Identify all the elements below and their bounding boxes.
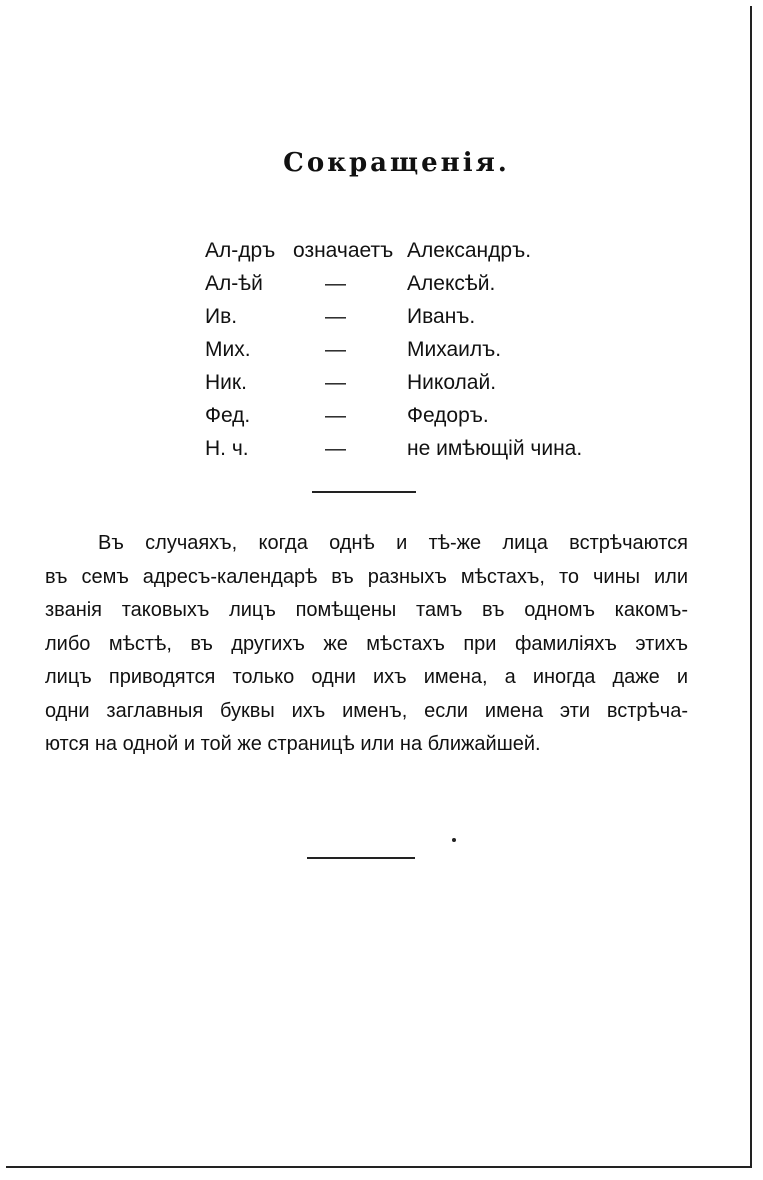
note-line: лицъ приводятся только одни ихъ имена, а иногда даже и bbox=[45, 666, 688, 688]
note-line: въ семъ адресъ-календарѣ въ разныхъ мѣстахъ, то чины или bbox=[45, 565, 688, 588]
abbreviation: Н. ч. bbox=[205, 437, 249, 460]
abbreviation-row bbox=[205, 333, 625, 366]
abbreviation-meaning: Федоръ. bbox=[407, 404, 489, 427]
abbreviation-connector: — bbox=[325, 338, 346, 361]
note-line: званія таковыхъ лицъ помѣщены тамъ въ одномъ какомъ- bbox=[45, 599, 688, 621]
ink-speck bbox=[452, 838, 456, 842]
note-line: ются на одной и той же страницѣ или на ближайшей. bbox=[45, 733, 541, 755]
abbreviation-row bbox=[205, 234, 625, 267]
explanatory-note bbox=[45, 527, 688, 762]
abbreviation-meaning: Николай. bbox=[407, 371, 497, 394]
abbreviation-meaning: Михаилъ. bbox=[407, 338, 502, 361]
abbreviation: Фед. bbox=[205, 404, 251, 427]
abbreviation: Ал-ѣй bbox=[205, 272, 263, 295]
abbreviation: Мих. bbox=[205, 338, 251, 361]
abbreviation-meaning: Александръ. bbox=[407, 239, 532, 262]
abbreviation-meaning: Алексѣй. bbox=[407, 272, 496, 295]
abbreviation: Ив. bbox=[205, 305, 238, 328]
abbreviation-row bbox=[205, 399, 625, 432]
section-divider bbox=[312, 491, 416, 493]
section-divider bbox=[307, 857, 415, 859]
abbreviation-row bbox=[205, 300, 625, 333]
abbreviation-meaning: не имѣющій чина. bbox=[407, 437, 583, 460]
abbreviation-row bbox=[205, 267, 625, 300]
page-title: Сокращенія. bbox=[283, 148, 510, 178]
note-line: Въ случаяхъ, когда однѣ и тѣ-же лица встрѣчаются bbox=[98, 532, 688, 554]
abbreviation-row bbox=[205, 432, 625, 465]
abbreviation-connector: — bbox=[325, 371, 346, 394]
abbreviation: Ник. bbox=[205, 371, 247, 394]
abbreviation-connector: означаетъ bbox=[293, 239, 394, 262]
abbreviation-connector: — bbox=[325, 404, 346, 427]
abbreviation: Ал-дръ bbox=[205, 239, 276, 262]
abbreviations-table bbox=[205, 234, 625, 465]
abbreviation-meaning: Иванъ. bbox=[407, 305, 476, 328]
note-line: либо мѣстѣ, въ другихъ же мѣстахъ при фамиліяхъ этихъ bbox=[45, 632, 688, 655]
abbreviation-row bbox=[205, 366, 625, 399]
abbreviation-connector: — bbox=[325, 437, 346, 460]
note-line: одни заглавныя буквы ихъ именъ, если имена эти встрѣча- bbox=[45, 699, 688, 722]
abbreviation-connector: — bbox=[325, 305, 346, 328]
abbreviation-connector: — bbox=[325, 272, 346, 295]
